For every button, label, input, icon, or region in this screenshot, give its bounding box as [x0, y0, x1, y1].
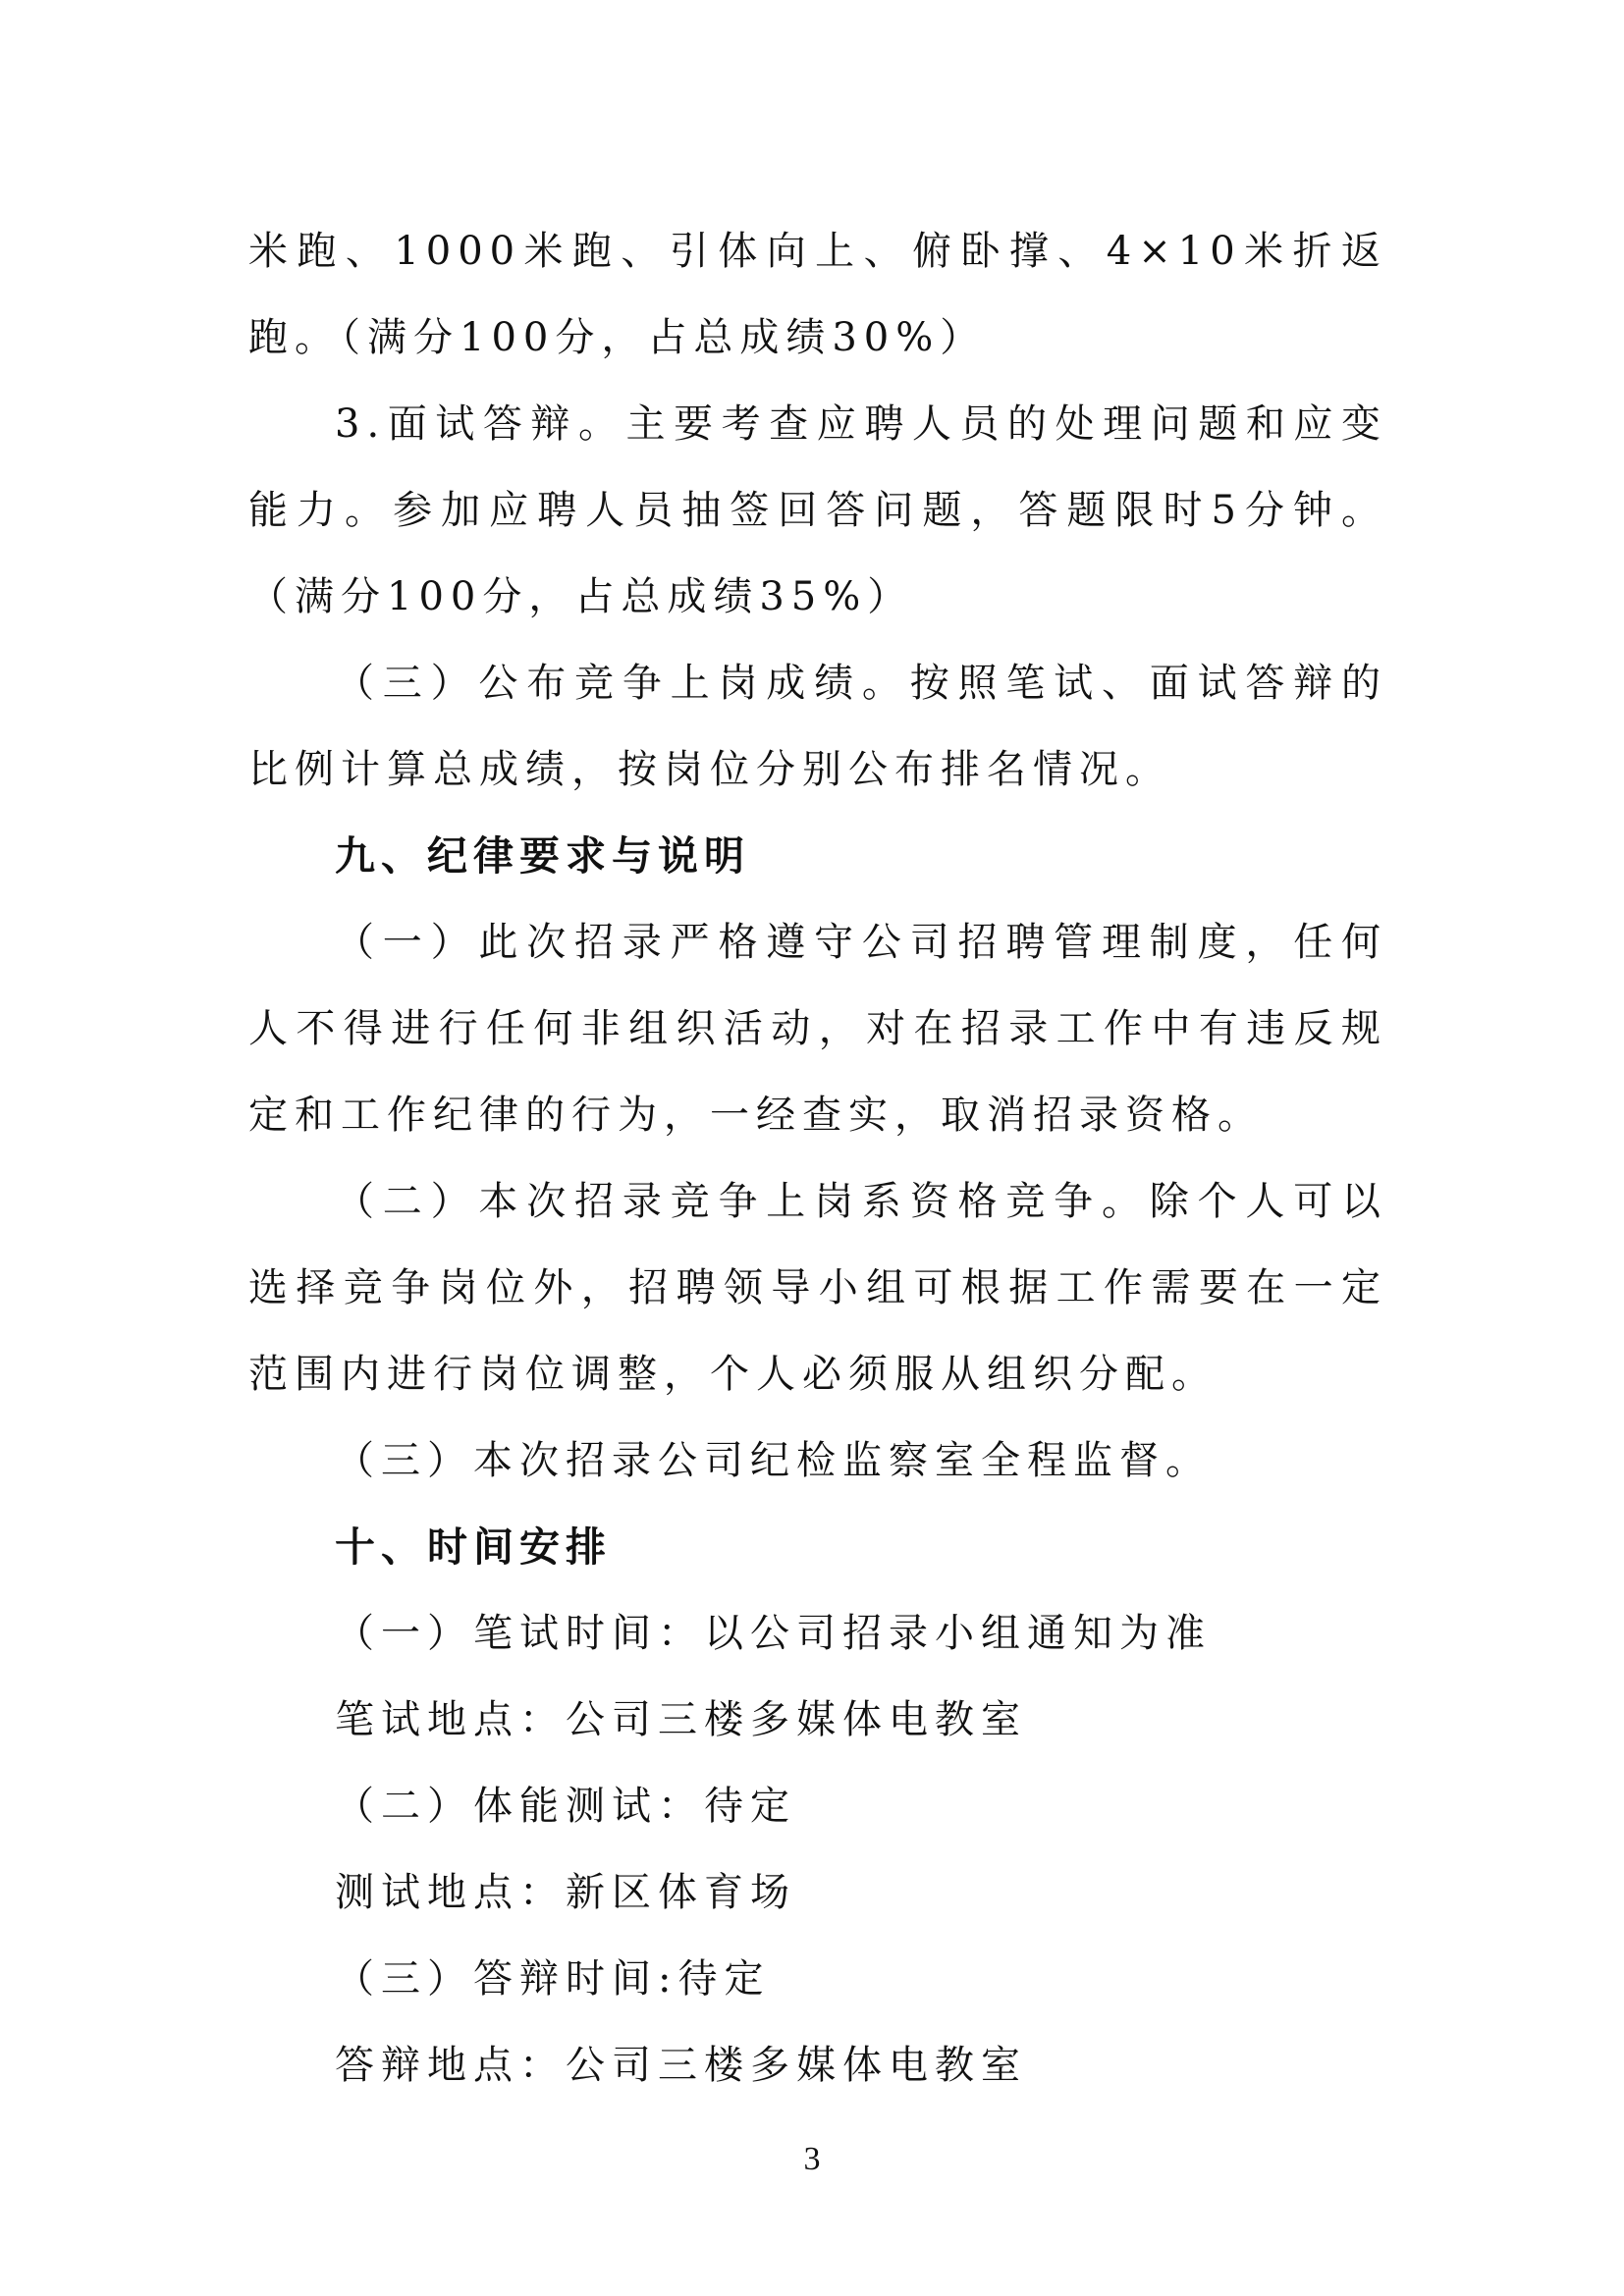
schedule-fitness-time: （二）体能测试：待定 — [335, 1784, 796, 1829]
paragraph-discipline-3: （三）本次招录公司纪检监察室全程监督。 — [335, 1438, 1212, 1483]
paragraph-continued: 米跑、1000米跑、引体向上、俯卧撑、4×10米折返跑。（满分100分，占总成绩30%） — [248, 229, 1387, 360]
paragraph-discipline-2: （二）本次招录竞争上岗系资格竞争。除个人可以选择竞争岗位外，招聘领导小组可根据工作需要在一定范围内进行岗位调整，个人必须服从组织分配。 — [248, 1179, 1387, 1397]
section-heading-schedule: 十、时间安排 — [335, 1523, 612, 1571]
document-body — [248, 208, 1387, 2109]
paragraph-publish-results: （三）公布竞争上岗成绩。按照笔试、面试答辩的比例计算总成绩，按岗位分别公布排名情况。 — [248, 661, 1387, 792]
schedule-fitness-location: 测试地点：新区体育场 — [335, 1870, 796, 1915]
schedule-defense-time: （三）答辩时间:待定 — [335, 1956, 771, 2002]
paragraph-discipline-1: （一）此次招录严格遵守公司招聘管理制度，任何人不得进行任何非组织活动，对在招录工作中有违反规定和工作纪律的行为，一经查实，取消招录资格。 — [248, 920, 1387, 1138]
schedule-written-location: 笔试地点：公司三楼多媒体电教室 — [335, 1697, 1027, 1742]
section-heading-discipline: 九、纪律要求与说明 — [335, 832, 750, 880]
paragraph-interview-defense: 3.面试答辩。主要考查应聘人员的处理问题和应变能力。参加应聘人员抽签回答问题，答题限时5分钟。（满分100分，占总成绩35%） — [248, 401, 1387, 619]
schedule-defense-location: 答辩地点：公司三楼多媒体电教室 — [335, 2043, 1027, 2088]
page-number: 3 — [803, 2141, 821, 2177]
schedule-written-time: （一）笔试时间：以公司招录小组通知为准 — [335, 1611, 1212, 1656]
